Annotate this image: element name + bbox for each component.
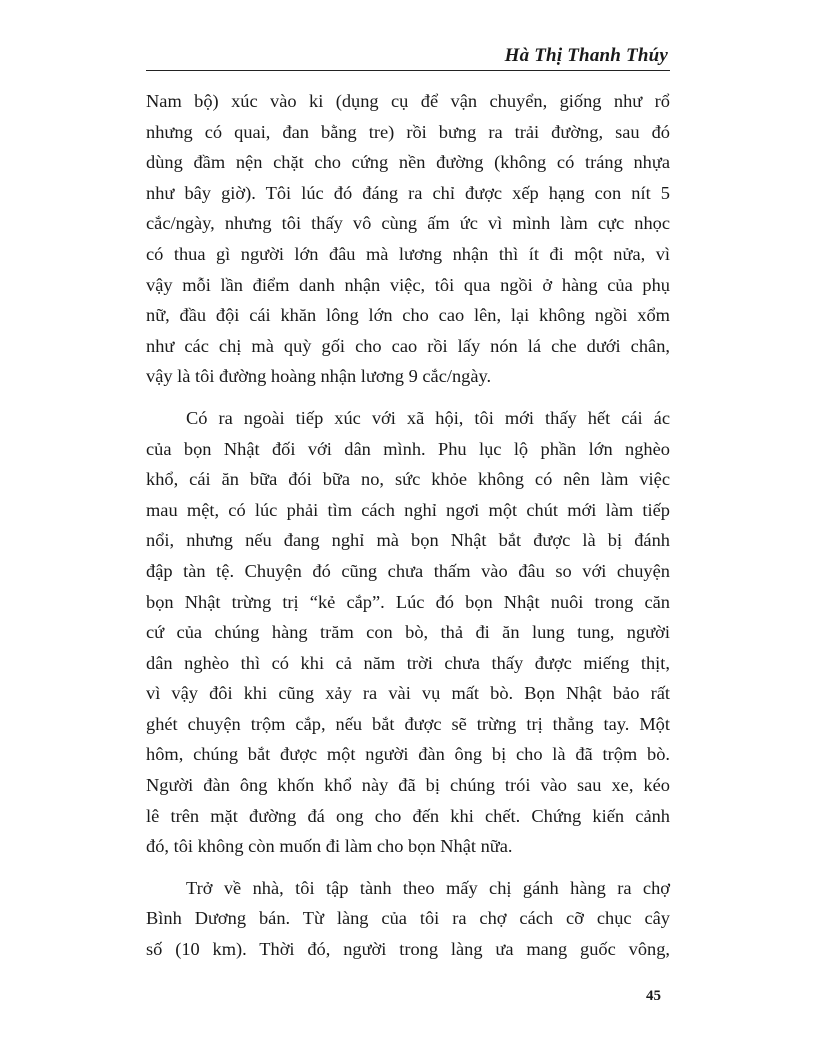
text-line: như các chị mà quỳ gối cho cao rồi lấy nón lá che dưới chân, xyxy=(146,335,670,356)
text-line: khổ, cái ăn bữa đói bữa no, sức khỏe không có nên làm việc xyxy=(146,469,670,490)
paragraph-2 xyxy=(146,403,670,862)
text-line: Nam bộ) xúc vào ki (dụng cụ để vận chuyển, giống như rổ xyxy=(146,91,670,111)
text-line: cắc/ngày, nhưng tôi thấy vô cùng ấm ức vì mình làm cực nhọc xyxy=(146,213,670,234)
paragraph-1 xyxy=(146,86,670,392)
text-line: dùng đầm nện chặt cho cứng nền đường (không có tráng nhựa xyxy=(146,152,670,173)
text-line: nhưng có quai, đan bằng tre) rồi bưng ra trải đường, sau đó xyxy=(146,121,670,142)
text-line: Người đàn ông khốn khổ này đã bị chúng trói vào sau xe, kéo xyxy=(146,775,670,796)
text-line: vì vậy đôi khi cũng xảy ra vài vụ mất bò. Bọn Nhật bảo rất xyxy=(146,683,670,704)
text-line: đập tàn tệ. Chuyện đó cũng chưa thấm vào đâu so với chuyện xyxy=(146,560,670,581)
text-line: bọn Nhật trừng trị “kẻ cắp”. Lúc đó bọn Nhật nuôi trong căn xyxy=(146,591,670,612)
running-header xyxy=(146,44,670,71)
text-line: cứ của chúng hàng trăm con bò, thả đi ăn lung tung, người xyxy=(146,622,670,643)
text-line: vậy mỗi lần điểm danh nhận việc, tôi qua ngồi ở hàng của phụ xyxy=(146,274,670,295)
text-line: ghét chuyện trộm cắp, nếu bắt được sẽ trừng trị thẳng tay. Một xyxy=(146,713,670,734)
text-line: dân nghèo thì có khi cả năm trời chưa thấy được miếng thịt, xyxy=(146,652,670,673)
text-line: có thua gì người lớn đâu mà lương nhận thì ít đi một nửa, vì xyxy=(146,243,670,264)
text-line: Bình Dương bán. Từ làng của tôi ra chợ cách cỡ chục cây xyxy=(146,908,670,929)
header-author: Hà Thị Thanh Thúy xyxy=(504,45,668,66)
text-line: mau mệt, có lúc phải tìm cách nghỉ ngơi một chút mới làm tiếp xyxy=(146,499,670,520)
page-number: 45 xyxy=(646,988,661,1004)
paragraph-3 xyxy=(146,873,670,965)
text-line: Có ra ngoài tiếp xúc với xã hội, tôi mới thấy hết cái ác xyxy=(186,407,670,428)
text-line: Trở về nhà, tôi tập tành theo mấy chị gánh hàng ra chợ xyxy=(186,877,670,898)
text-line: lê trên mặt đường đá ong cho đến khi chết. Chứng kiến cảnh xyxy=(146,805,670,826)
text-line: đó, tôi không còn muốn đi làm cho bọn Nhật nữa. xyxy=(146,836,513,857)
text-line: nổi, nhưng nếu đang nghỉ mà bọn Nhật bắt được là bị đánh xyxy=(146,530,670,551)
text-line: vậy là tôi đường hoàng nhận lương 9 cắc/ngày. xyxy=(146,366,492,387)
text-line: của bọn Nhật đối với dân mình. Phu lục lộ phần lớn nghèo xyxy=(146,438,670,459)
text-line: số (10 km). Thời đó, người trong làng ưa mang guốc vông, xyxy=(146,939,670,960)
text-line: như bây giờ). Tôi lúc đó đáng ra chỉ được xếp hạng con nít 5 xyxy=(146,182,670,203)
body-text xyxy=(146,86,670,965)
text-line: nữ, đầu đội cái khăn lông lớn cho cao lên, lại không ngồi xổm xyxy=(146,305,670,326)
text-line: hôm, chúng bắt được một người đàn ông bị cho là đã trộm bò. xyxy=(146,744,670,765)
